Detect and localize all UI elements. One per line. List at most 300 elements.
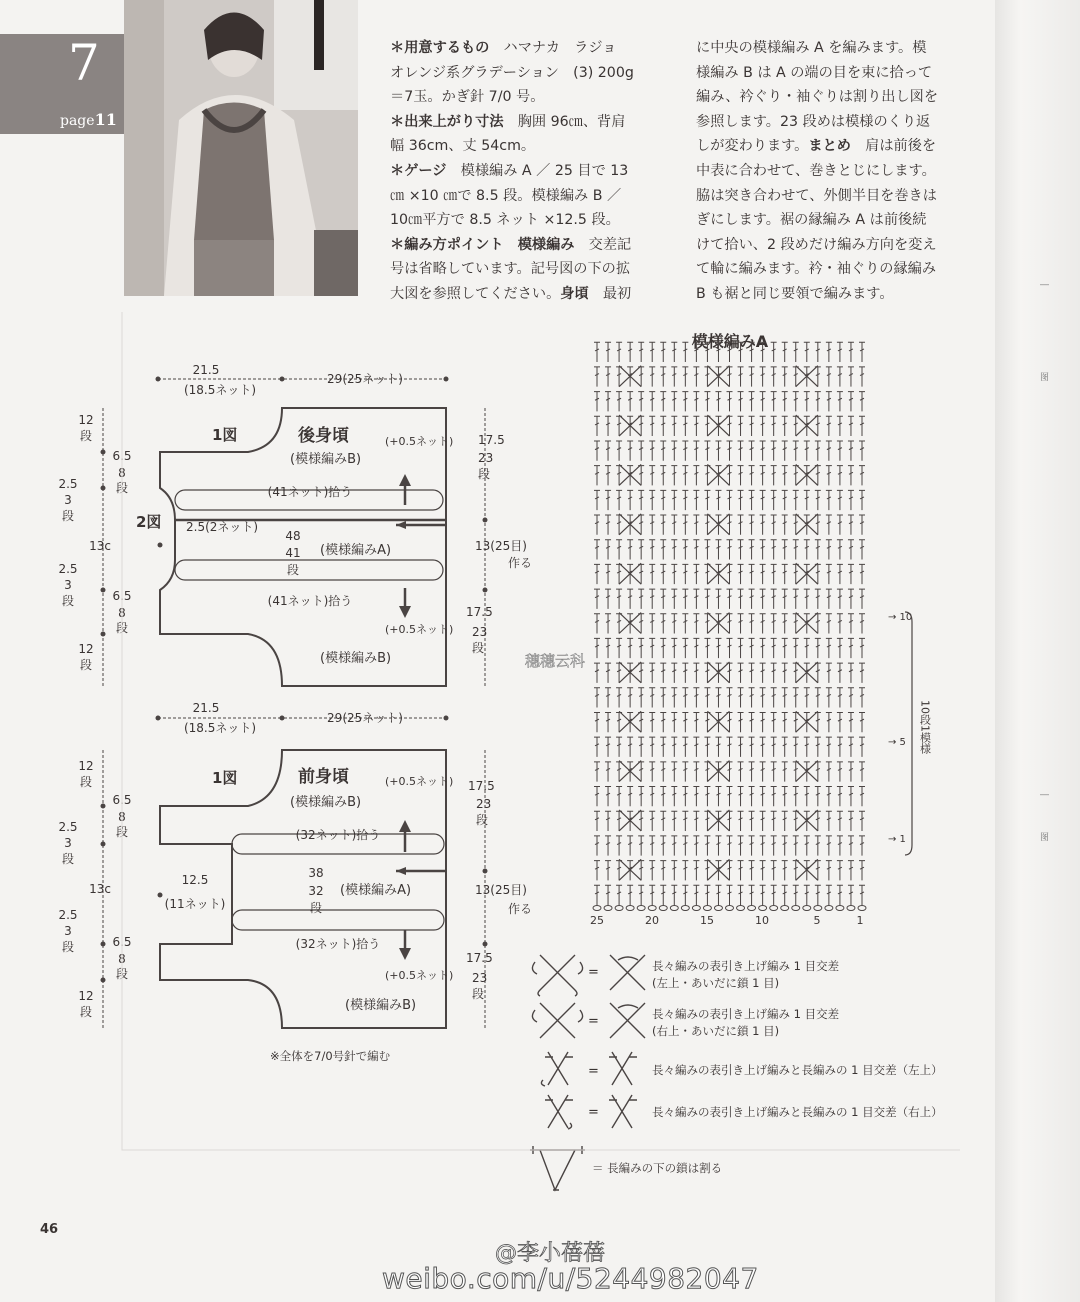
- stitch-symbol: [638, 836, 644, 856]
- col2-line: 様編み B は A の端の目を束に拾って: [696, 64, 933, 81]
- legend-eq-4: =: [588, 1105, 599, 1120]
- stitch-symbol: [826, 342, 832, 362]
- stitch-symbol: [682, 416, 688, 436]
- stitch-symbol: [826, 885, 832, 905]
- stitch-symbol: [793, 589, 799, 609]
- chart-row-label: → 5: [888, 737, 906, 748]
- stitch-symbol: [771, 638, 777, 658]
- stitch-symbol: [605, 614, 611, 634]
- stitch-symbol: [815, 564, 821, 584]
- stitch-symbol: [837, 392, 843, 412]
- ld-front-c-dan: 段: [115, 825, 129, 839]
- back-rows-1: 48: [285, 529, 301, 543]
- stitch-symbol: [638, 490, 644, 510]
- needle-note: ※全体を7/0号針で編む: [270, 1049, 391, 1063]
- stitch-symbol: [682, 737, 688, 757]
- stitch-symbol: [638, 466, 644, 486]
- stitch-symbol: [704, 737, 710, 757]
- stitch-symbol: [704, 638, 710, 658]
- ld-front-mid: 13c: [89, 882, 111, 896]
- stitch-symbol: [793, 737, 799, 757]
- stitch-symbol: [605, 392, 611, 412]
- stitch-symbol: [616, 836, 622, 856]
- stitch-symbol: [605, 515, 611, 535]
- stitch-symbol: [771, 589, 777, 609]
- stitch-symbol: [638, 515, 644, 535]
- stitch-symbol: [715, 638, 721, 658]
- stitch-symbol: [760, 663, 766, 683]
- stitch-symbol: [638, 416, 644, 436]
- stitch-symbol: [760, 688, 766, 708]
- stitch-symbol: [616, 811, 622, 831]
- stitch-symbol: [848, 762, 854, 782]
- stitch-symbol: [793, 811, 799, 831]
- front-neck: 12.5: [181, 873, 209, 887]
- stitch-symbol: [671, 392, 677, 412]
- stitch-symbol: [793, 540, 799, 560]
- stitch-symbol: [649, 861, 655, 881]
- stitch-symbol: [660, 787, 666, 807]
- stitch-symbol: [660, 811, 666, 831]
- back-body-outline: [160, 408, 446, 686]
- stitch-symbol: [826, 564, 832, 584]
- stitch-symbol: [715, 836, 721, 856]
- col2-line: けて拾い、2 段めだけ編み方向を変え: [696, 236, 937, 253]
- stitch-symbol: [815, 540, 821, 560]
- stitch-symbol: [815, 836, 821, 856]
- stitch-symbol: [682, 540, 688, 560]
- stitch-symbol: [782, 441, 788, 461]
- back-height-2: 13(25目): [475, 539, 527, 553]
- stitch-symbol: [715, 392, 721, 412]
- stitch-symbol: [793, 787, 799, 807]
- stitch-symbol: [693, 416, 699, 436]
- stitch-symbol: [671, 589, 677, 609]
- legend-symbol-1: [532, 955, 582, 996]
- legend-symbol-3: [541, 1052, 573, 1086]
- stitch-symbol: [704, 392, 710, 412]
- stitch-symbol: [771, 811, 777, 831]
- stitch-symbol: [815, 589, 821, 609]
- stitch-symbol: [771, 836, 777, 856]
- stitch-symbol: [859, 466, 865, 486]
- stitch-symbol: [594, 762, 600, 782]
- stitch-symbol: [815, 811, 821, 831]
- stitch-symbol: [738, 836, 744, 856]
- stitch-symbol: [616, 490, 622, 510]
- stitch-symbol: [671, 490, 677, 510]
- ld-back-a2-dan: 段: [79, 658, 93, 672]
- stitch-symbol: [804, 540, 810, 560]
- stitch-symbol: [738, 441, 744, 461]
- stitch-symbol: [837, 787, 843, 807]
- stitch-symbol: [859, 712, 865, 732]
- stitch-symbol: [793, 836, 799, 856]
- stitch-symbol: [826, 688, 832, 708]
- stitch-symbol: [837, 614, 843, 634]
- stitch-symbol: [837, 861, 843, 881]
- ld-back-e-dan: 段: [61, 509, 75, 523]
- stitch-symbol: [649, 392, 655, 412]
- stitch-symbol: [704, 466, 710, 486]
- stitch-symbol: [704, 564, 710, 584]
- stitch-symbol: [671, 614, 677, 634]
- stitch-symbol: [738, 762, 744, 782]
- stitch-symbol: [727, 836, 733, 856]
- stitch-symbol: [649, 712, 655, 732]
- repeat-label: 10段1模様: [918, 700, 932, 754]
- stitch-symbol: [826, 367, 832, 387]
- ld-front-d2: 2.5: [58, 908, 78, 922]
- stitch-symbol: [804, 836, 810, 856]
- stitch-symbol: [815, 342, 821, 362]
- ld-back-e: 3: [64, 493, 72, 507]
- stitch-symbol: [815, 392, 821, 412]
- col2-line: しが変わります。まとめ 肩は前後を: [696, 138, 937, 155]
- stitch-symbol: [605, 441, 611, 461]
- foundation-chain: [593, 906, 866, 911]
- stitch-symbol: [859, 490, 865, 510]
- chart-x-label: 25: [590, 914, 604, 927]
- stitch-symbol: [649, 466, 655, 486]
- stitch-symbol: [793, 762, 799, 782]
- front-pickup-bottom: (32ネット)拾う: [295, 937, 381, 951]
- stitch-symbol: [826, 861, 832, 881]
- front-patB-top: (模様編みB): [290, 795, 362, 810]
- stitch-symbol: [594, 614, 600, 634]
- stitch-symbol: [594, 392, 600, 412]
- stitch-symbol: [782, 490, 788, 510]
- stitch-symbol: [649, 688, 655, 708]
- ld-front-e-dan: 段: [61, 852, 75, 866]
- chart-row-label: → 10: [888, 612, 913, 623]
- stitch-symbol: [771, 466, 777, 486]
- back-pickup-top: (41ネット)拾う: [267, 485, 353, 499]
- stitch-symbol: [671, 416, 677, 436]
- stitch-symbol: [605, 737, 611, 757]
- stitch-symbol: [793, 490, 799, 510]
- stitch-symbol: [837, 589, 843, 609]
- stitch-symbol: [605, 490, 611, 510]
- legend-symbol-5: [530, 1146, 585, 1190]
- stitch-symbol: [704, 861, 710, 881]
- stitch-symbol: [671, 638, 677, 658]
- stitch-symbol: [671, 342, 677, 362]
- stitch-symbol: [826, 392, 832, 412]
- stitch-symbol: [793, 885, 799, 905]
- col1-line: ＝7玉。かぎ針 7/0 号。: [390, 89, 545, 106]
- stitch-symbol: [859, 441, 865, 461]
- stitch-symbol: [826, 589, 832, 609]
- stitch-symbol: [782, 614, 788, 634]
- front-plus-bottom: (+0.5ネット): [385, 969, 454, 982]
- stitch-symbol: [594, 688, 600, 708]
- stitch-symbol: [804, 441, 810, 461]
- front-title: 前身頃: [298, 767, 349, 787]
- stitch-symbol: [660, 466, 666, 486]
- stitch-symbol: [760, 466, 766, 486]
- stitch-symbol: [771, 688, 777, 708]
- stitch-symbol: [859, 392, 865, 412]
- front-plus: (+0.5ネット): [385, 775, 454, 788]
- page-reference: page11: [60, 110, 117, 129]
- stitch-symbol: [704, 589, 710, 609]
- ld-front-b: 6.5: [112, 793, 132, 807]
- stitch-symbol: [660, 490, 666, 510]
- stitch-symbol: [837, 638, 843, 658]
- front-height-1: 17.5: [468, 779, 495, 793]
- stitch-symbol: [616, 466, 622, 486]
- stitch-symbol: [638, 861, 644, 881]
- front-height-3-rows: 23: [472, 971, 488, 985]
- back-fig1: 1図: [212, 426, 238, 444]
- stitch-symbol: [749, 466, 755, 486]
- stitch-symbol: [738, 392, 744, 412]
- back-height-1-rows: 23: [478, 451, 494, 465]
- stitch-symbol: [638, 342, 644, 362]
- stitch-symbol: [782, 787, 788, 807]
- stitch-symbol: [749, 836, 755, 856]
- front-pickup-top: (32ネット)拾う: [295, 828, 381, 842]
- stitch-symbol: [594, 342, 600, 362]
- stitch-symbol: [859, 540, 865, 560]
- stitch-symbol: [771, 515, 777, 535]
- front-labels: [165, 701, 532, 1013]
- col1-line: ＊編み方ポイント 模様編み 交差記: [390, 236, 632, 253]
- stitch-symbol: [815, 441, 821, 461]
- ld-back-d2: 2.5: [58, 562, 78, 576]
- stitch-symbol: [671, 540, 677, 560]
- stitch-symbol: [738, 416, 744, 436]
- stitch-symbol: [760, 392, 766, 412]
- stitch-symbol: [749, 515, 755, 535]
- stitch-symbol: [826, 811, 832, 831]
- stitch-symbol: [616, 688, 622, 708]
- stitch-symbol: [671, 441, 677, 461]
- stitch-symbol: [727, 515, 733, 535]
- stitch-symbol: [826, 762, 832, 782]
- stitch-symbol: [826, 466, 832, 486]
- stitch-symbol: [594, 441, 600, 461]
- stitch-symbol: [804, 885, 810, 905]
- stitch-symbol: [815, 416, 821, 436]
- stitch-symbol: [605, 589, 611, 609]
- stitch-symbol: [782, 737, 788, 757]
- back-rows-2: 41: [285, 546, 301, 560]
- weibo-name: @李小蓓蓓: [495, 1241, 606, 1266]
- front-rows-2: 32: [308, 884, 324, 898]
- ld-back-c2-dan: 段: [115, 621, 129, 635]
- stitch-symbol: [815, 490, 821, 510]
- stitch-symbol: [804, 638, 810, 658]
- stitch-symbol: [815, 762, 821, 782]
- legend-symbol-4: [545, 1095, 573, 1129]
- stitch-symbol: [671, 861, 677, 881]
- stitch-symbol: [682, 712, 688, 732]
- stitch-symbol: [660, 712, 666, 732]
- stitch-symbol: [826, 737, 832, 757]
- stitch-symbol: [837, 367, 843, 387]
- stitch-symbol: [704, 836, 710, 856]
- stitch-symbol: [837, 466, 843, 486]
- stitch-symbol: [815, 515, 821, 535]
- stitch-symbol: [682, 787, 688, 807]
- stitch-symbol: [793, 392, 799, 412]
- stitch-symbol: [815, 614, 821, 634]
- stitch-symbol: [671, 737, 677, 757]
- stitch-symbol: [760, 638, 766, 658]
- stitch-symbol: [682, 367, 688, 387]
- stitch-symbol: [715, 540, 721, 560]
- stitch-symbol: [682, 688, 688, 708]
- stitch-symbol: [693, 836, 699, 856]
- ld-back-e2-dan: 段: [61, 594, 75, 608]
- stitch-symbol: [660, 367, 666, 387]
- stitch-symbol: [804, 737, 810, 757]
- stitch-symbol: [715, 688, 721, 708]
- back-rows-dan: 段: [286, 563, 300, 577]
- stitch-symbol: [738, 712, 744, 732]
- stitch-symbol: [693, 885, 699, 905]
- stitch-symbol: [782, 638, 788, 658]
- back-width-2: 29(25ネット): [327, 372, 403, 386]
- stitch-symbol: [848, 737, 854, 757]
- stitch-symbol: [704, 762, 710, 782]
- stitch-symbol: [616, 614, 622, 634]
- stitch-symbol: [848, 490, 854, 510]
- col1-line: 身頃 最初: [560, 285, 632, 302]
- weibo-url: weibo.com/u/5244982047: [382, 1262, 759, 1295]
- stitch-symbol: [848, 688, 854, 708]
- stitch-symbol: [638, 688, 644, 708]
- stitch-symbol: [605, 416, 611, 436]
- stitch-symbol: [749, 861, 755, 881]
- stitch-symbol: [660, 762, 666, 782]
- stitch-symbol: [782, 342, 788, 362]
- ld-front-a2: 12: [78, 989, 94, 1003]
- stitch-symbol: [693, 589, 699, 609]
- stitch-symbol: [826, 614, 832, 634]
- stitch-symbol: [605, 885, 611, 905]
- stitch-symbol: [771, 367, 777, 387]
- stitch-symbol: [682, 638, 688, 658]
- left-dims-front: [58, 759, 131, 1019]
- stitch-symbol: [782, 663, 788, 683]
- stitch-symbol: [649, 663, 655, 683]
- front-make: 作る: [508, 902, 533, 916]
- stitch-symbol: [660, 663, 666, 683]
- stitch-symbol: [848, 441, 854, 461]
- legend-text-2: 長々編みの表引き上げ編み 1 目交差 (右上・あいだに鎖 1 目): [652, 1007, 840, 1038]
- col2-line: 脇は突き合わせて、外側半目を巻きは: [696, 187, 937, 204]
- stitch-symbol: [616, 762, 622, 782]
- col2-line: 参照します。23 段めは模様のくり返: [696, 113, 931, 130]
- stitch-symbol: [771, 540, 777, 560]
- ld-back-a2: 12: [78, 642, 94, 656]
- stitch-symbol: [594, 416, 600, 436]
- stitch-symbol: [715, 589, 721, 609]
- stitch-symbol: [804, 688, 810, 708]
- stitch-symbol: [848, 811, 854, 831]
- stitch-symbol: [859, 663, 865, 683]
- stitch-symbol: [848, 663, 854, 683]
- stitch-symbol: [649, 737, 655, 757]
- stitch-symbol: [837, 712, 843, 732]
- stitch-symbol: [660, 416, 666, 436]
- stitch-symbol: [627, 885, 633, 905]
- stitch-symbol: [594, 466, 600, 486]
- front-height-1-rows: 23: [476, 797, 492, 811]
- front-patA: (模様編みA): [340, 883, 412, 898]
- stitch-symbol: [671, 663, 677, 683]
- col1-line: 10㎝平方で 8.5 ネット ×12.5 段。: [390, 212, 620, 229]
- stitch-symbol: [627, 540, 633, 560]
- chart-row-label: → 1: [888, 834, 906, 845]
- ld-back-c: 8: [118, 466, 126, 480]
- stitch-symbol: [848, 787, 854, 807]
- stitch-symbol: [638, 638, 644, 658]
- stitch-symbol: [649, 762, 655, 782]
- stitch-symbol: [837, 836, 843, 856]
- back-arrows: [396, 474, 411, 618]
- stitch-symbol: [771, 342, 777, 362]
- stitch-symbol: [782, 861, 788, 881]
- back-pickup-bottom: (41ネット)拾う: [267, 594, 353, 608]
- stitch-symbol: [671, 515, 677, 535]
- stitch-symbol: [693, 737, 699, 757]
- stitch-symbol: [727, 811, 733, 831]
- stitch-symbol: [727, 885, 733, 905]
- stitch-symbol: [649, 885, 655, 905]
- stitch-symbol: [848, 712, 854, 732]
- stitch-symbol: [793, 515, 799, 535]
- stitch-symbol: [804, 342, 810, 362]
- stitch-symbol: [627, 737, 633, 757]
- ld-back-mid: 13c: [89, 539, 111, 553]
- stitch-symbol: [727, 712, 733, 732]
- stitch-symbol: [859, 688, 865, 708]
- stitch-symbol: [704, 787, 710, 807]
- stitch-symbol: [826, 787, 832, 807]
- stitch-symbol: [682, 811, 688, 831]
- stitch-symbol: [771, 712, 777, 732]
- stitch-symbol: [859, 861, 865, 881]
- stitch-symbol: [782, 836, 788, 856]
- legend-eq-3: =: [588, 1064, 599, 1079]
- stitch-symbol: [760, 787, 766, 807]
- stitch-symbol: [704, 712, 710, 732]
- stitch-symbol: [616, 342, 622, 362]
- stitch-symbol: [727, 614, 733, 634]
- stitch-symbol: [848, 589, 854, 609]
- stitch-symbol: [727, 762, 733, 782]
- stitch-symbol: [704, 688, 710, 708]
- stitch-symbol: [660, 688, 666, 708]
- stitch-symbol: [594, 515, 600, 535]
- stitch-symbol: [671, 466, 677, 486]
- stitch-symbol: [826, 490, 832, 510]
- stitch-symbol: [727, 688, 733, 708]
- stitch-symbol: [649, 836, 655, 856]
- stitch-symbol: [605, 564, 611, 584]
- stitch-symbol: [727, 663, 733, 683]
- stitch-symbol: [660, 515, 666, 535]
- stitch-symbol: [704, 490, 710, 510]
- stitch-symbol: [738, 638, 744, 658]
- stitch-symbol: [693, 540, 699, 560]
- stitch-symbol: [616, 787, 622, 807]
- stitch-symbol: [760, 564, 766, 584]
